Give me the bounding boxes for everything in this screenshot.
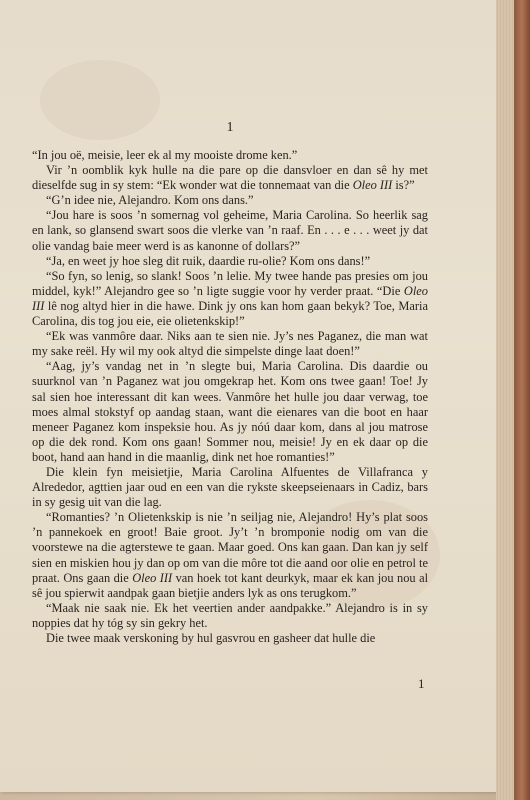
paragraph: Die klein fyn meisietjie, Maria Carolina Alfuentes de Villafranca y Alrededor, agttien jaar oud en een van die rykste skeepseienaars in Cadiz, bars in sy gesig uit van die lag. [32,464,428,510]
paragraph: “Maak nie saak nie. Ek het veertien ander aandpakke.” Alejandro is in sy noppies dat hy tóg sy sin gekry het. [32,600,428,630]
paragraph: Vir ’n oomblik kyk hulle na die pare op die dansvloer en dan sê hy met dieselfde sug in sy stem: “Ek wonder wat die tonnemaat van die Oleo III is?” [32,163,428,193]
body-text [32,148,428,646]
paragraph: Die twee maak verskoning by hul gasvrou en gasheer dat hulle die [46,631,376,645]
page-edge [496,0,514,800]
paragraph: “Ja, en weet jy hoe sleg dit ruik, daardie ru-olie? Kom ons dans!” [46,253,371,268]
paragraph: “So fyn, so lenig, so slank! Soos ’n lelie. My twee hande pas presies om jou middel, kyk!” Alejandro gee so ’n ligte suggie voor hy verder praat. “Die Oleo III lê nog altyd hier in die hawe. Dink jy ons kan hom gaan bekyk? Toe, Maria Carolina, dis tog jou eie, eie olietenkskip!” [32,268,428,329]
chapter-number: 1 [226,120,234,135]
book-cover-edge [514,0,530,800]
ship-name: Oleo III [132,570,173,585]
page-number: 1 [418,676,425,691]
ship-name: Oleo III [352,178,393,193]
paragraph: “G’n idee nie, Alejandro. Kom ons dans.” [46,193,254,208]
paragraph: “Romanties? ’n Olietenkskip is nie ’n seiljag nie, Alejandro! Hy’s plat soos ’n pannekoek en groot! Baie groot. Jy’t ’n bromponie nodig om van die voorstewe na die agterstewe te gaan. Maar goed. Ons kan gaan. Dan kan jy self sien en miskien hou jy dan op om van die môre tot die aand oor olie en petrol te praat. Ons gaan die Oleo III van hoek tot kant deurkyk, maar ek kan jou nou al sê jou spierwit aandpak gaan bietjie anders lyk as ons terugkom.” [32,510,429,600]
paragraph: “In jou oë, meisie, leer ek al my mooiste drome ken.” [32,148,298,162]
paragraph: “Aag, jy’s vandag net in ’n slegte bui, Maria Carolina. Dis daardie ou suurknol van ’n Paganez wat jou omgekrap het. Kom ons twee gaan! Toe! Jy sal sien hoe interessant dit kan wees. Vanmôre het hulle jou daar verwag, toe moes almal stokstyf op aandag staan, want die eienares van die boot en haar meneer Paganez kom inspeksie hou. As jy nóú daar kom, dans al jou matrose op die dek rond. Kom ons gaan! Sommer nou, meisie! Jy en ek daar op die boot, hand aan hand in die maanlig, dink net hoe romanties!” [32,359,428,464]
ship-name: Oleo III [32,283,428,313]
paragraph: “Ek was vanmôre daar. Niks aan te sien nie. Jy’s nes Paganez, die man wat my sake reël. Hy wil my ook altyd die simpelste dinge laat doen!” [32,329,428,359]
paragraph: “Jou hare is soos ’n somernag vol geheime, Maria Carolina. So heerlik sag en lank, so glansend swart soos die vlerke van ’n raaf. En . . . e . . . weet jy dat olie vandag baie meer werd is as kanonne of dollars?” [32,208,428,253]
